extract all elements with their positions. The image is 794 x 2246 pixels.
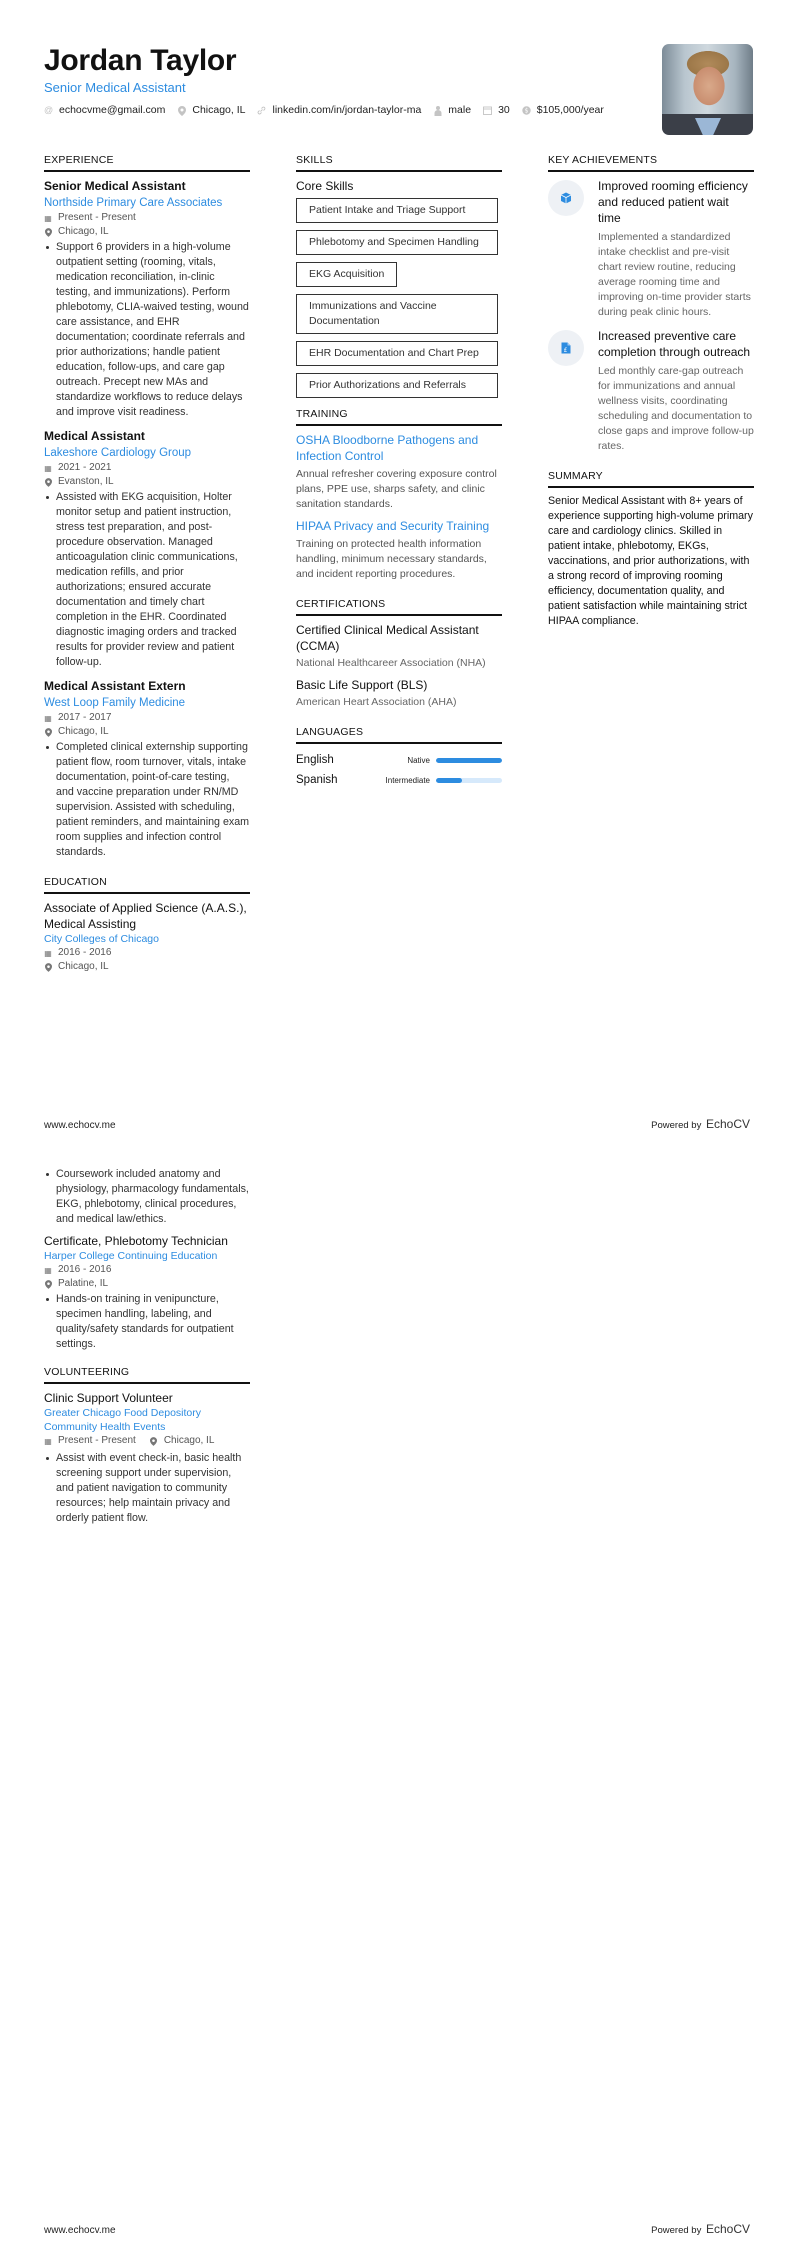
resume-header: [44, 44, 664, 116]
degree-title: Associate of Applied Science (A.A.S.), Medical Assisting: [44, 901, 247, 931]
cert-name: Basic Life Support (BLS): [296, 678, 428, 692]
language-bar: [436, 758, 502, 763]
language-row: [296, 770, 502, 790]
employer: Lakeshore Cardiology Group: [44, 447, 192, 459]
experience-section-title: EXPERIENCE: [44, 154, 250, 172]
resume-page-2: [0, 1123, 794, 2246]
skill-tag: EKG Acquisition: [296, 262, 397, 287]
left-column: [44, 154, 250, 982]
calendar-icon: ▦: [44, 948, 52, 958]
languages-section-title: LANGUAGES: [296, 726, 502, 744]
svg-text:£: £: [563, 347, 568, 354]
employer: West Loop Family Medicine: [44, 697, 186, 709]
contact-location: [177, 104, 245, 116]
volunteer-org: Greater Chicago Food Depository Community Health Events: [44, 1407, 201, 1433]
job-location: Chicago, IL: [58, 726, 109, 737]
volunteer-bullets: [44, 1451, 250, 1526]
document-icon: [548, 330, 584, 366]
powered-by: [651, 2222, 750, 2236]
language-name: English: [296, 754, 334, 766]
brand-name[interactable]: EchoCV: [705, 2222, 750, 2236]
brand-name[interactable]: EchoCV: [705, 1117, 750, 1131]
degree-title: Certificate, Phlebotomy Technician: [44, 1234, 228, 1248]
contact-list: [44, 104, 664, 116]
contact-gender: [433, 104, 471, 116]
calendar-icon: ▦: [44, 1265, 52, 1275]
contact-location-text: Chicago, IL: [192, 104, 246, 116]
job-title: Medical Assistant: [44, 429, 145, 443]
job-bullets: [44, 240, 250, 420]
skill-tag: Patient Intake and Triage Support: [296, 198, 498, 223]
skill-tag: Immunizations and Vaccine Documentation: [296, 294, 498, 334]
middle-column: [296, 154, 502, 790]
language-row: [296, 750, 502, 770]
skill-tag: Prior Authorizations and Referrals: [296, 373, 498, 398]
edu-bullet: Coursework included anatomy and physiology, pharmacology fundamentals, EKG, phlebotomy, clinical procedures, and medical law/ethics.: [44, 1167, 250, 1227]
person-icon: [433, 106, 442, 115]
location-pin-icon: [150, 1437, 158, 1446]
language-bar-fill: [436, 778, 462, 783]
education-section-title: EDUCATION: [44, 876, 250, 894]
job-dates: Present - Present: [58, 212, 136, 223]
page-footer: [44, 2222, 750, 2236]
job-dates: 2021 - 2021: [58, 462, 112, 473]
cert-org: American Heart Association (AHA): [296, 696, 457, 708]
achievement-desc: Implemented a standardized intake checklist and pre-visit chart review routine, reducing average rooming time and improving on-time provider starts during peak clinic hours.: [598, 231, 751, 318]
contact-linkedin-text: linkedin.com/in/jordan-taylor-ma: [272, 104, 422, 116]
edu-location-row: [44, 960, 250, 974]
contact-salary: [522, 104, 604, 116]
skill-tag: Phlebotomy and Specimen Handling: [296, 230, 498, 255]
at-icon: @: [44, 104, 54, 115]
school-name: Harper College Continuing Education: [44, 1250, 218, 1262]
volunteer-location: Chicago, IL: [163, 1435, 215, 1446]
location-pin-icon: [44, 478, 52, 487]
location-pin-icon: [44, 728, 52, 737]
volunteering-item: [44, 1390, 250, 1526]
edu-bullet: Hands-on training in venipuncture, specimen handling, labeling, and quality/safety standards for outpatient settings.: [44, 1292, 250, 1352]
achievement-item: [548, 178, 754, 320]
calendar-icon: [483, 106, 492, 115]
calendar-icon: ▦: [44, 713, 52, 723]
edu-dates: 2016 - 2016: [58, 947, 112, 958]
education-item: [44, 900, 250, 974]
language-bar: [436, 778, 502, 783]
language-level: Native: [407, 755, 430, 765]
link-icon: [257, 106, 266, 115]
job-dates-row: [44, 711, 250, 725]
experience-item: [44, 678, 250, 860]
calendar-icon: ▦: [44, 463, 52, 473]
website-link[interactable]: www.echocv.me: [44, 1120, 116, 1131]
contact-email[interactable]: [44, 104, 165, 116]
achievement-desc: Led monthly care-gap outreach for immunizations and annual wellness visits, coordinating scheduling and documentation to close gaps and improve follow-up rates.: [598, 365, 754, 452]
language-name: Spanish: [296, 774, 338, 786]
salary-icon: [522, 106, 531, 115]
summary-section-title: SUMMARY: [548, 470, 754, 488]
powered-by-label: Powered by: [651, 2225, 702, 2236]
achievements-section-title: KEY ACHIEVEMENTS: [548, 154, 754, 172]
education-item: [44, 1233, 250, 1352]
experience-item: [44, 178, 250, 420]
location-pin-icon: [44, 228, 52, 237]
skill-tag: EHR Documentation and Chart Prep: [296, 341, 498, 366]
contact-email-text: echocvme@gmail.com: [59, 104, 166, 116]
job-location-row: [44, 225, 250, 239]
job-dates-row: [44, 211, 250, 225]
training-desc: Annual refresher covering exposure control plans, PPE use, sharps safety, and clinic sanitation standards.: [296, 468, 497, 510]
edu-location: Chicago, IL: [58, 961, 109, 972]
training-title: OSHA Bloodborne Pathogens and Infection Control: [296, 433, 479, 463]
cube-icon: [548, 180, 584, 216]
contact-gender-text: male: [448, 104, 472, 116]
job-location-row: [44, 475, 250, 489]
job-dates-row: [44, 461, 250, 475]
job-bullet: Assisted with EKG acquisition, Holter monitor setup and patient instruction, stress test preparation, and post-procedure observation. Managed anticoagulation clinic communications, medication refills, and prior authorizations; ensured accurate documentation and timely chart completion in the EHR. Coordinated diagnostic imaging orders and tracked results for provider review and patient follow-up.: [44, 490, 250, 670]
training-section-title: TRAINING: [296, 408, 502, 426]
employer: Northside Primary Care Associates: [44, 197, 223, 209]
volunteering-section-title: VOLUNTEERING: [44, 1366, 250, 1384]
contact-salary-text: $105,000/year: [536, 104, 604, 116]
cert-name: Certified Clinical Medical Assistant (CCMA): [296, 623, 479, 653]
summary-text: Senior Medical Assistant with 8+ years of experience supporting high-volume primary care and cardiology clinics. Skilled in patient intake, phlebotomy, EKGs, vaccinations, and prior authorizations, with a strong record of improving rooming efficiency, documentation quality, and patient satisfaction while maintaining strict HIPAA compliance.: [548, 495, 753, 627]
left-column-continued: [44, 1166, 250, 1534]
job-bullet: Completed clinical externship supporting patient flow, room turnover, vitals, intake documentation, point-of-care testing, and vaccine preparation under RN/MD supervision. Assisted with scheduling, patient reminders, and maintaining exam room supplies and infection control standards.: [44, 740, 250, 860]
contact-age: [483, 104, 510, 116]
right-column: [548, 154, 754, 629]
website-link[interactable]: www.echocv.me: [44, 2225, 116, 2236]
volunteer-bullet: Assist with event check-in, basic health screening support under supervision, and patient navigation to community resources; help maintain privacy and orderly patient flow.: [44, 1451, 250, 1526]
location-pin-icon: [44, 1280, 52, 1289]
job-location: Evanston, IL: [58, 476, 114, 487]
edu-location: Palatine, IL: [58, 1278, 109, 1289]
achievement-item: [548, 328, 754, 454]
volunteer-meta-row: [44, 1434, 250, 1448]
candidate-title: Senior Medical Assistant: [44, 80, 186, 95]
achievement-title: Increased preventive care completion through outreach: [598, 329, 751, 359]
skills-group-title: Core Skills: [296, 179, 354, 193]
candidate-name: Jordan Taylor: [44, 44, 237, 77]
edu-dates-row: [44, 946, 250, 960]
volunteer-role: Clinic Support Volunteer: [44, 1391, 173, 1405]
job-title: Medical Assistant Extern: [44, 679, 186, 693]
location-pin-icon: [177, 106, 186, 115]
contact-age-text: 30: [498, 104, 510, 116]
calendar-icon: ▦: [44, 1436, 52, 1446]
profile-photo: [662, 44, 753, 135]
job-title: Senior Medical Assistant: [44, 179, 186, 193]
achievement-title: Improved rooming efficiency and reduced patient wait time: [598, 179, 748, 225]
skills-section-title: SKILLS: [296, 154, 502, 172]
language-level: Intermediate: [385, 775, 430, 785]
job-dates: 2017 - 2017: [58, 712, 112, 723]
certifications-section-title: CERTIFICATIONS: [296, 598, 502, 616]
contact-linkedin[interactable]: [257, 104, 421, 116]
edu-bullets: [44, 1292, 250, 1352]
training-title: HIPAA Privacy and Security Training: [296, 519, 490, 533]
job-bullets: [44, 490, 250, 670]
training-desc: Training on protected health information handling, minimum necessary standards, and incident reporting procedures.: [296, 538, 487, 580]
edu-dates-row: [44, 1263, 250, 1277]
edu-location-row: [44, 1277, 250, 1291]
experience-item: [44, 428, 250, 670]
svg-text:$: $: [524, 107, 529, 115]
language-bar-fill: [436, 758, 502, 763]
powered-by-label: Powered by: [651, 1120, 702, 1131]
edu-bullets: [44, 1167, 250, 1227]
job-bullet: Support 6 providers in a high-volume outpatient setting (rooming, vitals, medication reconciliation, in-clinic testing, and immunizations). Perform phlebotomy, CLIA-waived testing, wound care assistance, and EHR documentation; coordinate referrals and prior authorizations; handle patient education, follow-ups, and care gap outreach. Precept new MAs and standardize workflows to reduce delays and improve visit readiness.: [44, 240, 250, 420]
cert-org: National Healthcareer Association (NHA): [296, 657, 486, 669]
job-location-row: [44, 725, 250, 739]
school-name: City Colleges of Chicago: [44, 933, 159, 945]
job-bullets: [44, 740, 250, 860]
location-pin-icon: [44, 963, 52, 972]
job-location: Chicago, IL: [58, 226, 109, 237]
calendar-icon: ▦: [44, 213, 52, 223]
volunteer-dates: Present - Present: [58, 1435, 136, 1446]
edu-dates: 2016 - 2016: [58, 1264, 112, 1275]
